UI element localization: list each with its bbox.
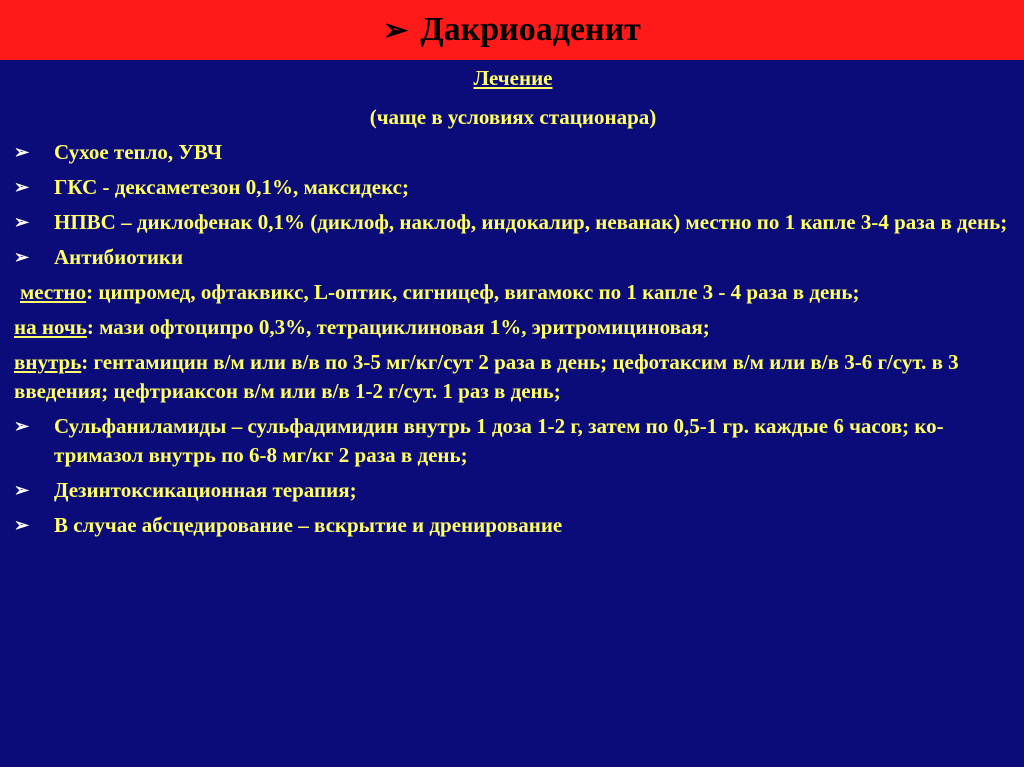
list-item: [14, 208, 1012, 237]
antibiotics-local: [14, 278, 1012, 307]
list-item: [14, 138, 1012, 167]
arrow-bullet-icon: ➢: [14, 416, 30, 436]
night-text: : мази офтоципро 0,3%, тетрациклиновая 1%, эритромициновая;: [86, 315, 710, 339]
arrow-bullet-icon: ➢: [14, 177, 30, 197]
arrow-bullet-icon: ➢: [14, 515, 30, 535]
list-item-text: В случае абсцедирование – вскрытие и дренирование: [54, 513, 563, 537]
antibiotics-oral: [14, 348, 1012, 406]
list-item-text: Дезинтоксикационная терапия;: [54, 478, 357, 502]
title-bar: [0, 0, 1024, 60]
night-label: на ночь: [14, 315, 87, 339]
local-text: : ципромед, офтаквикс, L-оптик, сигницеф, вигамокс по 1 капле 3 - 4 раза в день;: [86, 280, 860, 304]
arrow-bullet-icon: ➢: [14, 247, 30, 267]
list-item-text: НПВС – диклофенак 0,1% (диклоф, наклоф, индокалир, неванак) местно по 1 капле 3-4 раза в день;: [54, 210, 1008, 234]
oral-label: внутрь: [14, 350, 82, 374]
page-title: Дакриоаденит: [420, 11, 641, 48]
arrow-bullet-icon: ➢: [14, 212, 30, 232]
section-heading: Лечение: [473, 66, 553, 90]
list-item-text: ГКС - дексаметезон 0,1%, максидекс;: [54, 175, 409, 199]
list-item: [14, 243, 1012, 272]
list-item-text: Сухое тепло, УВЧ: [54, 140, 223, 164]
list-item-text: Антибиотики: [54, 245, 184, 269]
list-item: [14, 173, 1012, 202]
list-item-text: Сульфаниламиды – сульфадимидин внутрь 1 доза 1-2 г, затем по 0,5-1 гр. каждые 6 часов; ко-тримазол внутрь по 6-8 мг/кг 2 раза в день;: [54, 414, 944, 467]
slide-content: [14, 64, 1012, 540]
list-item: [14, 511, 1012, 540]
antibiotics-night: [14, 313, 1012, 342]
local-label: местно: [20, 280, 87, 304]
title-arrow-icon: ➢: [383, 13, 409, 47]
list-item: [14, 412, 1012, 470]
section-subheading: (чаще в условиях стационара): [369, 105, 657, 129]
arrow-bullet-icon: ➢: [14, 480, 30, 500]
oral-text: : гентамицин в/м или в/в по 3-5 мг/кг/сут 2 раза в день; цефотаксим в/м или в/в 3-6 г/сут. в 3 введения; цефтриаксон в/м или в/в 1-2 г/сут. 1 раз в день;: [14, 350, 959, 403]
list-item: [14, 476, 1012, 505]
arrow-bullet-icon: ➢: [14, 142, 30, 162]
